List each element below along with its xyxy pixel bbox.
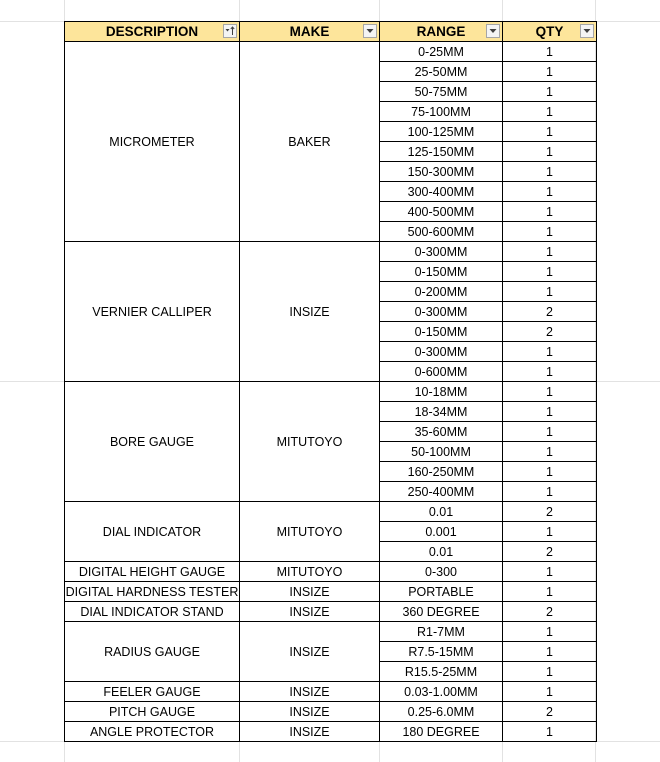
cell-description[interactable]: DIAL INDICATOR STAND (65, 602, 240, 622)
cell-qty[interactable]: 1 (503, 682, 597, 702)
cell-range[interactable]: 125-150MM (380, 142, 503, 162)
column-header-label: DESCRIPTION (105, 24, 199, 39)
cell-range[interactable]: 300-400MM (380, 182, 503, 202)
table-row (65, 602, 597, 622)
cell-qty[interactable]: 1 (503, 362, 597, 382)
cell-qty[interactable]: 1 (503, 142, 597, 162)
cell-make[interactable]: INSIZE (240, 702, 380, 722)
cell-range[interactable]: 35-60MM (380, 422, 503, 442)
cell-range[interactable]: 0-200MM (380, 282, 503, 302)
table-row (65, 722, 597, 742)
column-header-make[interactable] (240, 22, 380, 42)
cell-qty[interactable]: 1 (503, 422, 597, 442)
header-row (65, 22, 597, 42)
cell-make[interactable]: INSIZE (240, 582, 380, 602)
table-row (65, 622, 597, 642)
cell-qty[interactable]: 1 (503, 282, 597, 302)
table-row (65, 702, 597, 722)
cell-qty[interactable]: 1 (503, 642, 597, 662)
cell-qty[interactable]: 1 (503, 262, 597, 282)
cell-qty[interactable]: 1 (503, 582, 597, 602)
cell-range[interactable]: 500-600MM (380, 222, 503, 242)
cell-range[interactable]: 0-25MM (380, 42, 503, 62)
cell-range[interactable]: 0-150MM (380, 262, 503, 282)
cell-range[interactable]: PORTABLE (380, 582, 503, 602)
cell-qty[interactable]: 1 (503, 462, 597, 482)
cell-range[interactable]: 50-75MM (380, 82, 503, 102)
cell-make[interactable]: INSIZE (240, 602, 380, 622)
filter-sort-ascending-icon[interactable] (223, 24, 237, 38)
cell-range[interactable]: 0-300 (380, 562, 503, 582)
cell-qty[interactable]: 1 (503, 522, 597, 542)
cell-description[interactable]: VERNIER CALLIPER (65, 242, 240, 382)
column-header-label: QTY (535, 24, 564, 39)
cell-qty[interactable]: 1 (503, 42, 597, 62)
column-header-description[interactable] (65, 22, 240, 42)
cell-qty[interactable]: 1 (503, 562, 597, 582)
cell-make[interactable]: BAKER (240, 42, 380, 242)
filter-dropdown-icon[interactable] (580, 24, 594, 38)
cell-qty[interactable]: 1 (503, 82, 597, 102)
cell-make[interactable]: INSIZE (240, 682, 380, 702)
cell-range[interactable]: 18-34MM (380, 402, 503, 422)
cell-qty[interactable]: 1 (503, 202, 597, 222)
cell-qty[interactable]: 1 (503, 342, 597, 362)
filter-dropdown-icon[interactable] (363, 24, 377, 38)
cell-range[interactable]: 25-50MM (380, 62, 503, 82)
cell-range[interactable]: 150-300MM (380, 162, 503, 182)
cell-make[interactable]: INSIZE (240, 242, 380, 382)
table-row (65, 502, 597, 522)
cell-range[interactable]: R1-7MM (380, 622, 503, 642)
cell-description[interactable]: DIGITAL HEIGHT GAUGE (65, 562, 240, 582)
table-row (65, 582, 597, 602)
cell-qty[interactable]: 2 (503, 542, 597, 562)
filter-dropdown-icon[interactable] (486, 24, 500, 38)
cell-range[interactable]: 10-18MM (380, 382, 503, 402)
cell-range[interactable]: 0.01 (380, 542, 503, 562)
cell-qty[interactable]: 1 (503, 722, 597, 742)
cell-make[interactable]: MITUTOYO (240, 502, 380, 562)
cell-range[interactable]: 0-300MM (380, 302, 503, 322)
cell-qty[interactable]: 2 (503, 602, 597, 622)
cell-range[interactable]: 50-100MM (380, 442, 503, 462)
column-header-label: MAKE (289, 24, 330, 39)
cell-range[interactable]: 0.25-6.0MM (380, 702, 503, 722)
cell-qty[interactable]: 1 (503, 62, 597, 82)
cell-qty[interactable]: 1 (503, 102, 597, 122)
table-row (65, 382, 597, 402)
cell-qty[interactable]: 1 (503, 242, 597, 262)
cell-description[interactable]: PITCH GAUGE (65, 702, 240, 722)
cell-range[interactable]: 250-400MM (380, 482, 503, 502)
cell-range[interactable]: 0-150MM (380, 322, 503, 342)
cell-description[interactable]: ANGLE PROTECTOR (65, 722, 240, 742)
cell-description[interactable]: MICROMETER (65, 42, 240, 242)
cell-description[interactable]: FEELER GAUGE (65, 682, 240, 702)
cell-qty[interactable]: 2 (503, 702, 597, 722)
table-row (65, 682, 597, 702)
cell-range[interactable]: 0.03-1.00MM (380, 682, 503, 702)
cell-description[interactable]: DIGITAL HARDNESS TESTER (65, 582, 240, 602)
column-header-range[interactable] (380, 22, 503, 42)
cell-range[interactable]: 160-250MM (380, 462, 503, 482)
cell-description[interactable]: DIAL INDICATOR (65, 502, 240, 562)
cell-range[interactable]: 0-600MM (380, 362, 503, 382)
cell-qty[interactable]: 1 (503, 402, 597, 422)
cell-range[interactable]: R7.5-15MM (380, 642, 503, 662)
cell-range[interactable]: 360 DEGREE (380, 602, 503, 622)
table-body (65, 42, 597, 742)
cell-range[interactable]: 180 DEGREE (380, 722, 503, 742)
cell-qty[interactable]: 1 (503, 162, 597, 182)
equipment-table (64, 21, 597, 742)
cell-qty[interactable]: 1 (503, 222, 597, 242)
cell-range[interactable]: 75-100MM (380, 102, 503, 122)
cell-range[interactable]: 0-300MM (380, 242, 503, 262)
cell-qty[interactable]: 1 (503, 662, 597, 682)
cell-make[interactable]: INSIZE (240, 722, 380, 742)
cell-qty[interactable]: 1 (503, 442, 597, 462)
cell-make[interactable]: MITUTOYO (240, 382, 380, 502)
cell-description[interactable]: BORE GAUGE (65, 382, 240, 502)
cell-make[interactable]: MITUTOYO (240, 562, 380, 582)
column-header-qty[interactable] (503, 22, 597, 42)
cell-range[interactable]: 0.01 (380, 502, 503, 522)
table-row (65, 562, 597, 582)
cell-qty[interactable]: 2 (503, 322, 597, 342)
cell-qty[interactable]: 1 (503, 622, 597, 642)
cell-qty[interactable]: 1 (503, 182, 597, 202)
cell-qty[interactable]: 1 (503, 482, 597, 502)
table-row (65, 42, 597, 62)
cell-range[interactable]: R15.5-25MM (380, 662, 503, 682)
table-row (65, 242, 597, 262)
cell-range[interactable]: 100-125MM (380, 122, 503, 142)
cell-qty[interactable]: 1 (503, 382, 597, 402)
cell-range[interactable]: 0.001 (380, 522, 503, 542)
column-header-label: RANGE (416, 24, 466, 39)
cell-make[interactable]: INSIZE (240, 622, 380, 682)
cell-range[interactable]: 0-300MM (380, 342, 503, 362)
cell-range[interactable]: 400-500MM (380, 202, 503, 222)
cell-qty[interactable]: 2 (503, 502, 597, 522)
cell-qty[interactable]: 2 (503, 302, 597, 322)
cell-description[interactable]: RADIUS GAUGE (65, 622, 240, 682)
cell-qty[interactable]: 1 (503, 122, 597, 142)
